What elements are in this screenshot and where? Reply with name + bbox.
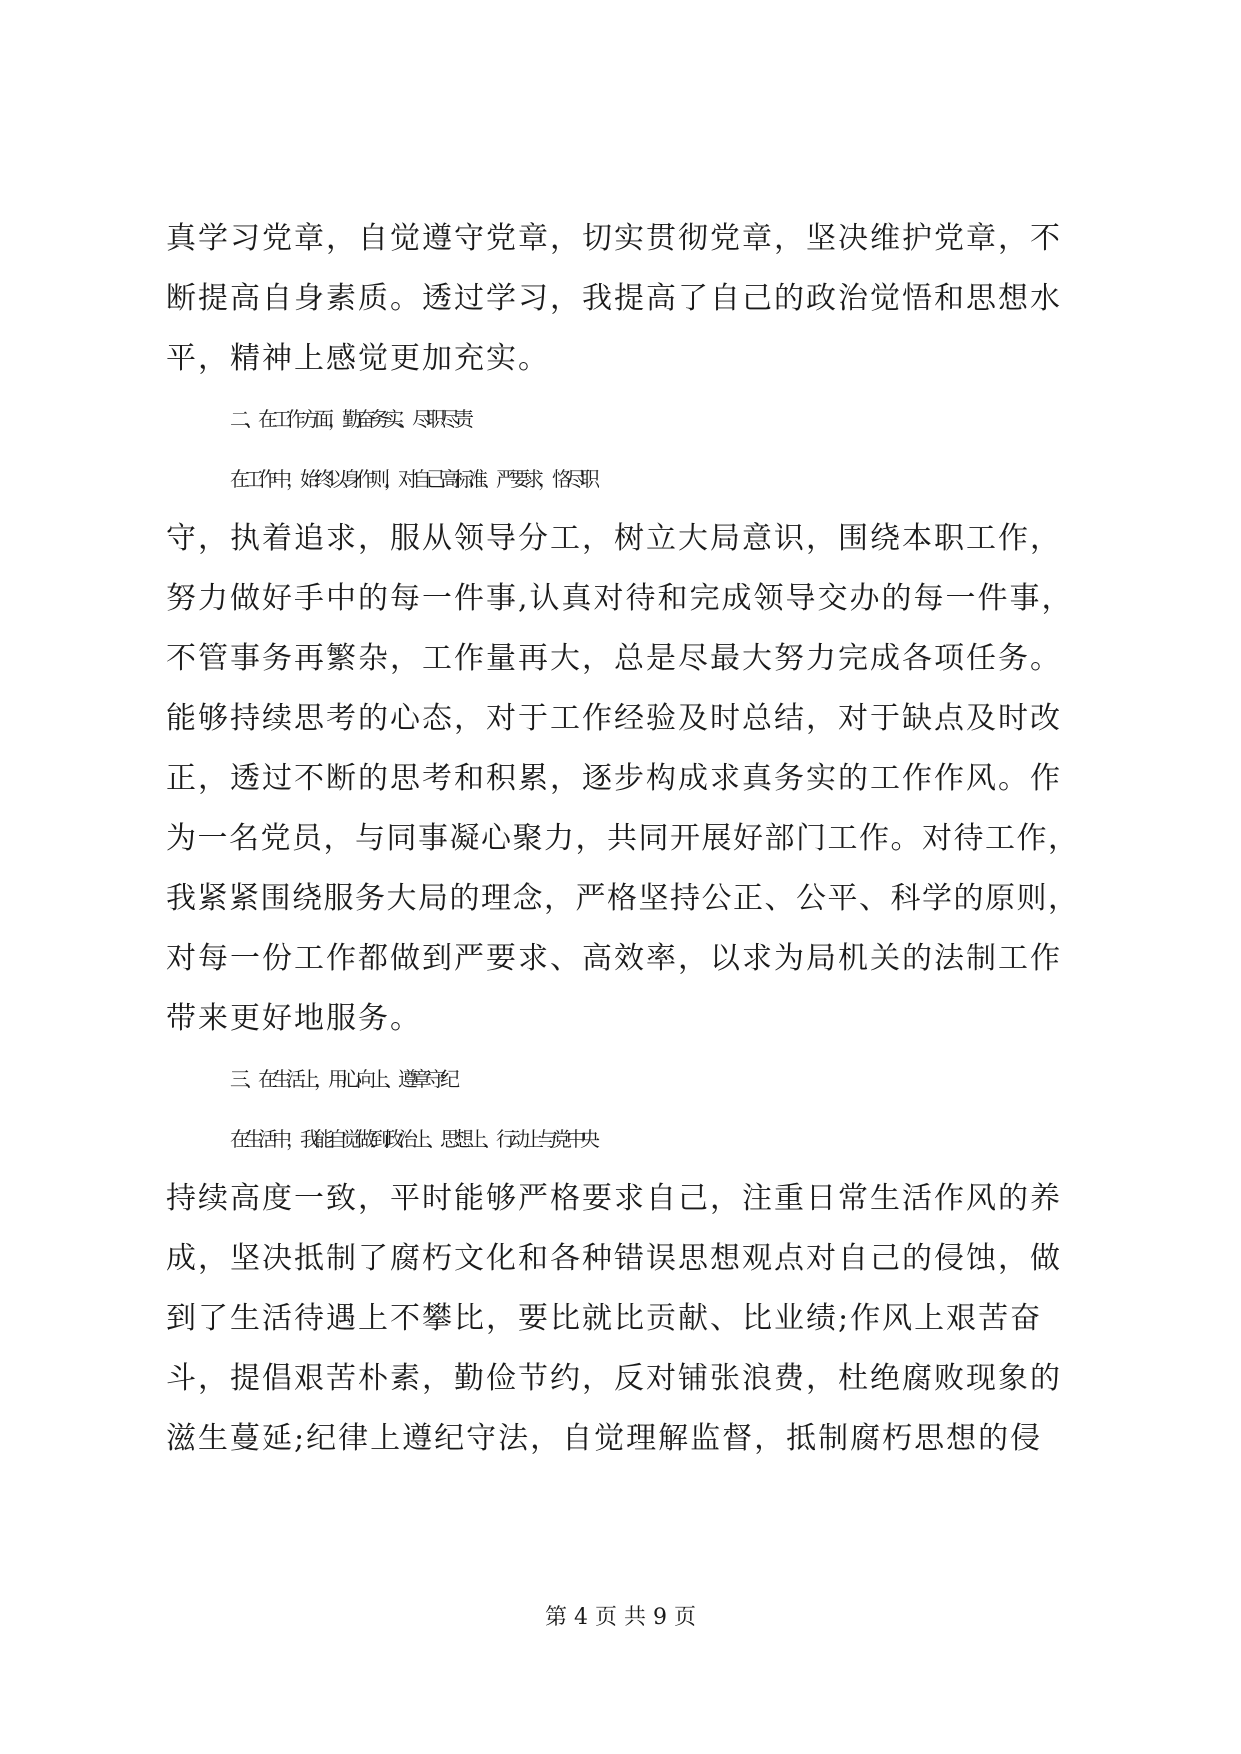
text-line: 成，坚决抵制了腐朽文化和各种错误思想观点对自己的侵蚀，做 — [166, 1241, 1062, 1276]
text-line: 平，精神上感觉更加充实。 — [166, 341, 550, 376]
section-heading: 二、在工作方面，勤奋务实、尽职尽责 — [230, 407, 468, 431]
text-line: 正，透过不断的思考和积累，逐步构成求真务实的工作作风。作 — [166, 761, 1062, 796]
text-line: 滋生蔓延;纪律上遵纪守法，自觉理解监督，抵制腐朽思想的侵 — [166, 1421, 1043, 1456]
text-line: 能够持续思考的心态，对于工作经验及时总结，对于缺点及时改 — [166, 701, 1062, 736]
text-line: 为一名党员，与同事凝心聚力，共同开展好部门工作。对待工作， — [166, 821, 1080, 856]
page-number-footer: 第 4 页 共 9 页 — [545, 1605, 696, 1630]
text-line: 斗，提倡艰苦朴素，勤俭节约，反对铺张浪费，杜绝腐败现象的 — [166, 1361, 1062, 1396]
text-line: 对每一份工作都做到严要求、高效率，以求为局机关的法制工作 — [166, 941, 1062, 976]
text-line: 在生活中，我能自觉做到政治上、思想上、行动上与党中央 — [230, 1127, 594, 1151]
text-line: 持续高度一致，平时能够严格要求自己，注重日常生活作风的养 — [166, 1181, 1062, 1216]
text-line: 带来更好地服务。 — [166, 1001, 422, 1036]
text-line: 真学习党章，自觉遵守党章，切实贯彻党章，坚决维护党章，不 — [166, 221, 1062, 256]
text-line: 我紧紧围绕服务大局的理念，严格坚持公正、公平、科学的原则， — [166, 881, 1080, 916]
text-line: 到了生活待遇上不攀比，要比就比贡献、比业绩;作风上艰苦奋 — [166, 1301, 1043, 1336]
section-heading: 三、在生活上，用心向上、遵章守纪 — [230, 1067, 454, 1091]
text-line: 在工作中，始终以身作则，对自己高标准、严要求，恪尽职 — [230, 467, 594, 491]
text-line: 努力做好手中的每一件事,认真对待和完成领导交办的每一件事， — [166, 581, 1074, 616]
text-line: 守，执着追求，服从领导分工，树立大局意识，围绕本职工作， — [166, 521, 1062, 556]
text-line: 不管事务再繁杂，工作量再大，总是尽最大努力完成各项任务。 — [166, 641, 1062, 676]
text-line: 断提高自身素质。透过学习，我提高了自己的政治觉悟和思想水 — [166, 281, 1062, 316]
